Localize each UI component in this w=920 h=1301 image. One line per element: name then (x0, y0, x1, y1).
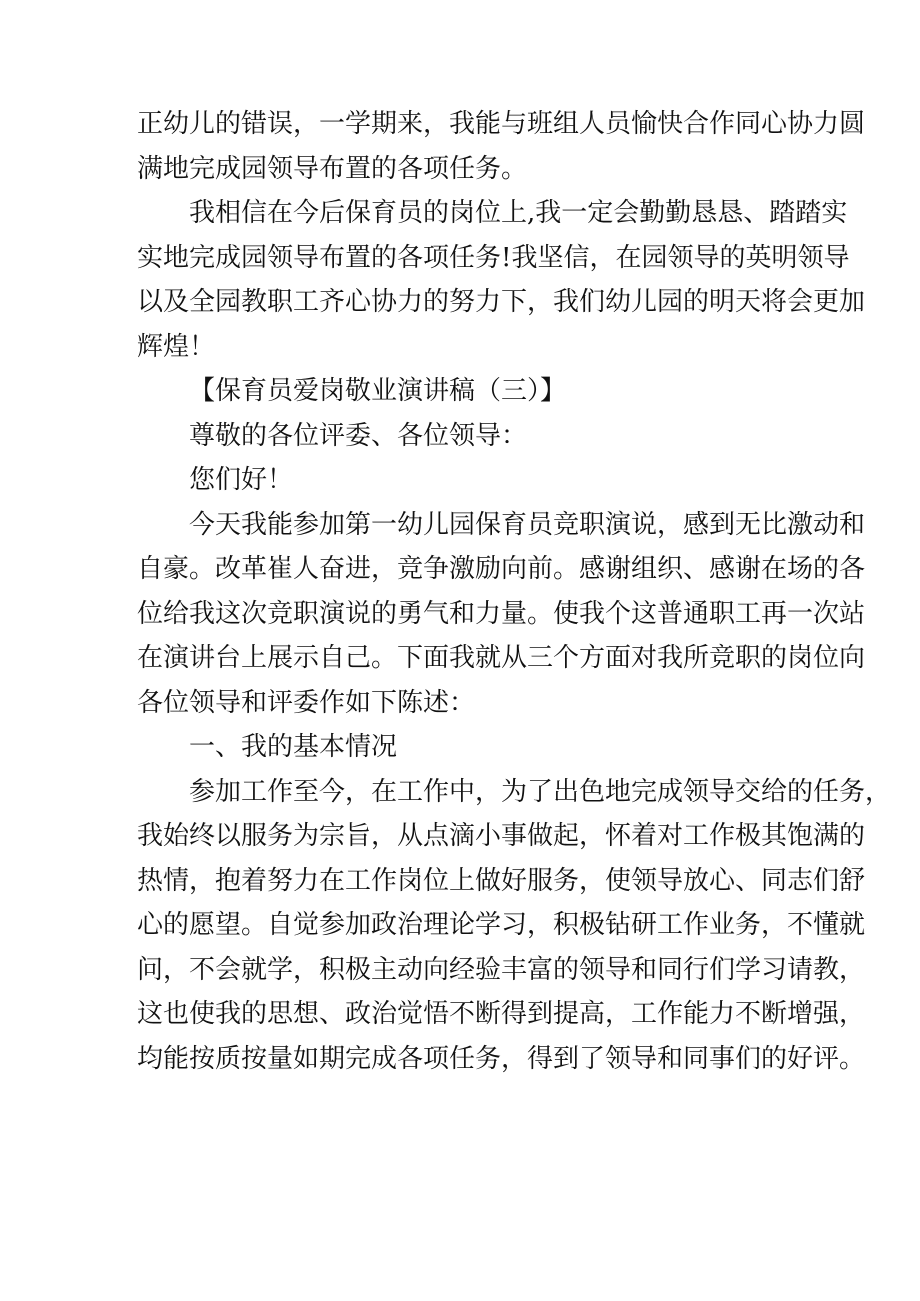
text-line: 心的愿望。自觉参加政治理论学习，积极钻研工作业务，不懂就 (137, 910, 866, 940)
paragraph-continued (137, 102, 866, 191)
text-line: 在演讲台上展示自己。下面我就从三个方面对我所竞职的岗位向 (137, 643, 866, 673)
text-line: 我相信在今后保育员的岗位上,我一定会勤勤恳恳、踏踏实 (189, 198, 848, 228)
section-heading (137, 369, 793, 414)
paragraph-introduction (137, 503, 866, 726)
text-line: 各位领导和评委作如下陈述： (137, 687, 476, 718)
text-line: 今天我能参加第一幼儿园保育员竞职演说，感到无比激动和 (189, 509, 866, 540)
paragraph-salutation (137, 414, 793, 459)
text-line: 以及全园教职工齐心协力的努力下，我们幼儿园的明天将会更加 (137, 287, 866, 317)
text-line: 辉煌！ (137, 331, 216, 362)
text-line: 这也使我的思想、政治觉悟不断得到提高，工作能力不断增强， (137, 999, 866, 1029)
paragraph-greeting (137, 458, 793, 503)
text-line: 参加工作至今，在工作中，为了出色地完成领导交给的任务， (189, 776, 892, 807)
text-line: 我始终以服务为宗旨，从点滴小事做起，怀着对工作极其饱满的 (137, 821, 866, 851)
text-line: 满地完成园领导布置的各项任务。 (137, 153, 528, 184)
text-line: 实地完成园领导布置的各项任务!我坚信，在园领导的英明领导 (137, 242, 850, 273)
text-line: 热情，抱着努力在工作岗位上做好服务，使领导放心、同志们舒 (137, 865, 866, 896)
text-line: 正幼儿的错误，一学期来，我能与班组人员愉快合作同心协力圆 (137, 109, 866, 139)
text-line: 位给我这次竞职演说的勇气和力量。使我个这普通职工再一次站 (137, 598, 866, 629)
text-line: 问，不会就学，积极主动向经验丰富的领导和同行们学习请教， (137, 954, 866, 985)
heading-line: 【保育员爱岗敬业演讲稿（三）】 (189, 376, 567, 406)
text-line: 自豪。改革崔人奋进，竞争激励向前。感谢组织、感谢在场的各 (137, 554, 866, 584)
text-line: 均能按质按量如期完成各项任务，得到了领导和同事们的好评。 (137, 1043, 866, 1074)
paragraph-belief (137, 191, 866, 369)
text-line: 您们好！ (189, 465, 294, 495)
text-line: 尊敬的各位评委、各位领导： (189, 420, 528, 451)
subsection-heading (137, 725, 793, 770)
text-line: 一、我的基本情况 (189, 732, 398, 762)
paragraph-work-experience (137, 770, 892, 1082)
document-body (137, 102, 892, 1081)
